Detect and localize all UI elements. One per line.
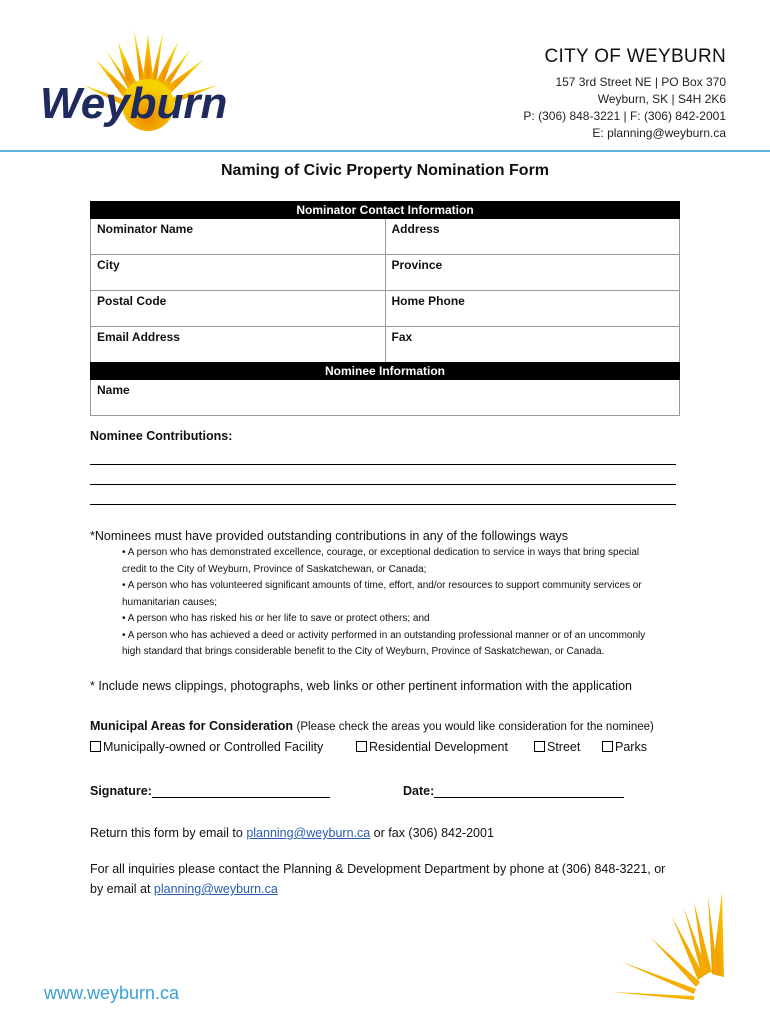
org-address-line-1: 157 3rd Street NE | PO Box 370 [555, 75, 726, 89]
org-phone-line: P: (306) 848-3221 | F: (306) 842-2001 [523, 109, 726, 123]
checkbox-facility[interactable]: Municipally-owned or Controlled Facility [90, 740, 323, 754]
contact-table-heading: Nominator Contact Information [91, 202, 680, 219]
weyburn-logo [38, 30, 238, 135]
form-title: Naming of Civic Property Nomination Form [220, 162, 550, 179]
criteria-item-cont: high standard that brings considerable benefit to the City of Weyburn, Province of Saskatchewan, or Canada. [122, 646, 605, 657]
city-field[interactable]: City [91, 255, 386, 291]
signature-line[interactable] [152, 797, 330, 798]
areas-label: Municipal Areas for Consideration [90, 719, 294, 733]
email-address-field[interactable]: Email Address [91, 327, 386, 363]
checkbox-icon[interactable] [534, 741, 545, 752]
criteria-list [122, 545, 682, 661]
org-name: CITY OF WEYBURN [544, 46, 726, 67]
footer-url[interactable]: www.weyburn.ca [44, 983, 180, 1003]
checkbox-icon[interactable] [602, 741, 613, 752]
signature-row [90, 784, 330, 798]
criteria-item: • A person who has achieved a deed or activity performed in an outstanding professional manner or of an uncommonly [122, 629, 646, 641]
criteria-item: • A person who has risked his or her life to save or protect others; and [122, 613, 430, 624]
return-email-link[interactable]: planning@weyburn.ca [246, 826, 371, 840]
header-divider [0, 150, 770, 152]
org-email-line: E: planning@weyburn.ca [592, 126, 726, 140]
contributions-line-3[interactable] [90, 504, 676, 505]
address-field[interactable]: Address [385, 219, 680, 255]
nominee-name-field[interactable]: Name [91, 380, 680, 416]
nominee-info-table [90, 362, 680, 416]
nominator-contact-table [90, 201, 680, 363]
province-field[interactable]: Province [385, 255, 680, 291]
areas-instruction: (Please check the areas you would like consideration for the nominee) [296, 721, 654, 733]
criteria-intro: *Nominees must have provided outstanding contributions in any of the followings ways [90, 529, 569, 543]
postal-code-field[interactable]: Postal Code [91, 291, 386, 327]
home-phone-field[interactable]: Home Phone [385, 291, 680, 327]
criteria-item: • A person who has volunteered significant amounts of time, effort, and/or resources to support community services or [122, 580, 642, 591]
date-label: Date: [403, 784, 435, 798]
areas-heading [90, 719, 654, 733]
date-row [403, 784, 624, 798]
nominator-name-field[interactable]: Nominator Name [91, 219, 386, 255]
checkbox-residential[interactable]: Residential Development [356, 740, 508, 754]
org-address-line-2: Weyburn, SK | S4H 2K6 [597, 92, 726, 106]
include-note: * Include news clippings, photographs, web links or other pertinent information with the application [90, 679, 632, 693]
criteria-item-cont: credit to the City of Weyburn, Province of Saskatchewan, or Canada; [122, 563, 427, 575]
inquiries-email-link[interactable]: planning@weyburn.ca [153, 882, 278, 896]
signature-label: Signature: [90, 784, 152, 798]
contributions-line-1[interactable] [90, 464, 676, 465]
svg-text:Weyburn: Weyburn [40, 79, 228, 128]
checkbox-parks[interactable]: Parks [602, 740, 647, 754]
fax-field[interactable]: Fax [385, 327, 680, 363]
checkbox-icon[interactable] [356, 741, 367, 752]
nominee-table-heading: Nominee Information [91, 363, 680, 380]
criteria-item: • A person who has demonstrated excellence, courage, or exceptional dedication to service in ways that bring special [122, 547, 640, 558]
inquiries-text: For all inquiries please contact the Planning & Development Department by phone at (306) 848-3221, or by email at planning@weyburn.ca [90, 862, 666, 896]
return-instructions: Return this form by email to planning@weyburn.ca or fax (306) 842-2001 [90, 826, 494, 840]
checkbox-street[interactable]: Street [534, 740, 580, 754]
checkbox-icon[interactable] [90, 741, 101, 752]
contributions-line-2[interactable] [90, 484, 676, 485]
org-contact-block [523, 46, 726, 142]
date-line[interactable] [434, 797, 624, 798]
nominee-contributions-label: Nominee Contributions: [90, 429, 233, 443]
sun-rays-icon [612, 892, 732, 1002]
criteria-item-cont: humanitarian causes; [122, 596, 218, 608]
